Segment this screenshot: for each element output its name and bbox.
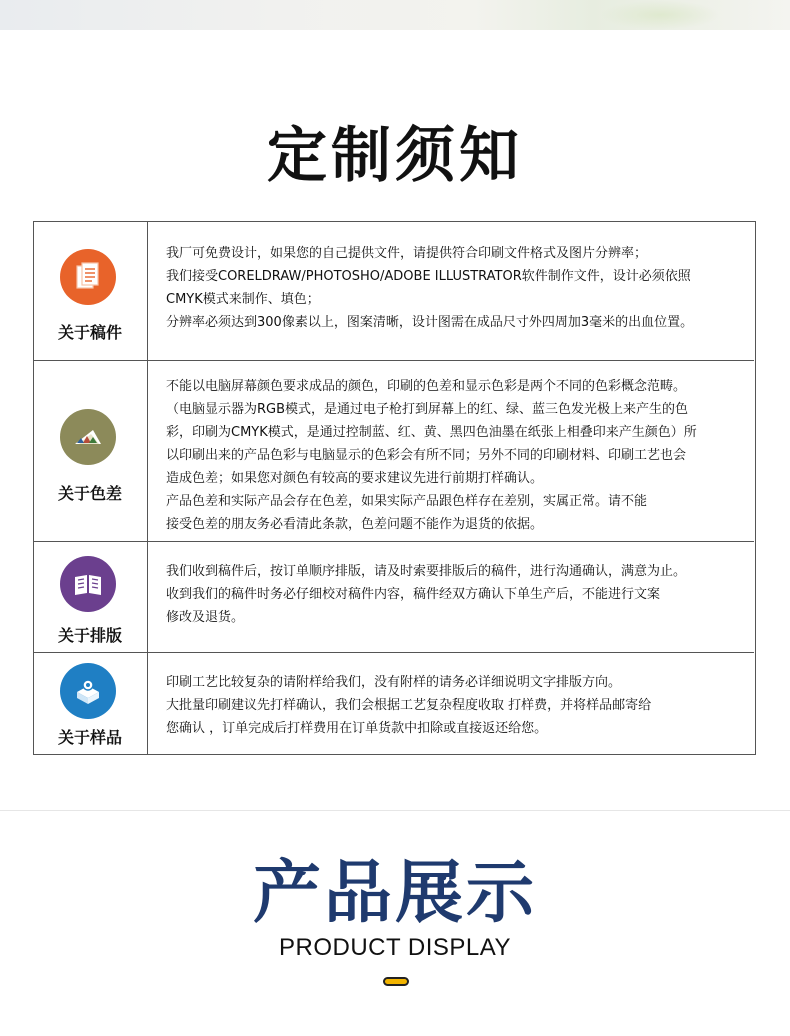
color-swatch-icon: [60, 409, 116, 465]
content-line: 以印刷出来的产品色彩与电脑显示的色彩会有所不同；另外不同的印刷材料、印刷工艺也会: [166, 448, 687, 463]
notice-row-sample: [34, 653, 754, 754]
content-line: 分辨率必须达到300像素以上，图案清晰，设计图需在成品尺寸外四周加3毫米的出血位置。: [166, 315, 694, 330]
row-label: 关于样品: [57, 728, 122, 747]
row-content: [166, 242, 748, 334]
content-line: （电脑显示器为RGB模式，是通过电子枪打到屏幕上的红、绿、蓝三色发光极上来产生的色: [166, 402, 689, 417]
product-display-subtitle: PRODUCT DISPLAY: [279, 934, 511, 961]
content-line: 我们收到稿件后，按订单顺序排版，请及时索要排版后的稿件，进行沟通确认，满意为止。: [166, 564, 687, 579]
content-line: 接受色差的朋友务必看清此条款，色差问题不能作为退货的依据。: [166, 517, 544, 532]
notice-title: 定制须知: [267, 121, 523, 191]
top-banner-image: [0, 0, 790, 30]
content-line: 大批量印刷建议先打样确认，我们会根据工艺复杂程度收取 打样费，并将样品邮寄给: [166, 698, 652, 713]
notice-row-layout: [34, 542, 754, 653]
product-display-title: 产品展示: [252, 854, 537, 933]
row-content: [166, 375, 748, 536]
sample-box-icon: [60, 663, 116, 719]
row-label: 关于排版: [57, 626, 122, 645]
row-content: [166, 560, 748, 629]
content-line: 我厂可免费设计，如果您的自己提供文件，请提供符合印刷文件格式及图片分辨率；: [166, 246, 648, 261]
accent-pill: [383, 977, 409, 986]
content-line: 收到我们的稿件时务必仔细校对稿件内容，稿件经双方确认下单生产后，不能进行文案: [166, 587, 661, 602]
content-line: 修改及退货。: [166, 610, 245, 625]
row-header: [34, 542, 148, 652]
content-line: 产品色差和实际产品会存在色差，如果实际产品跟色样存在差别，实属正常。请不能: [166, 494, 648, 509]
content-line: 不能以电脑屏幕颜色要求成品的颜色，印刷的色差和显示色彩是两个不同的色彩概念范畴。: [166, 379, 687, 394]
content-line: 我们接受CORELDRAW/PHOTOSHO/ADOBE ILLUSTRATOR软件制作文件，设计必须依照: [166, 269, 691, 284]
content-line: 造成色差；如果您对颜色有较高的要求建议先进行前期打样确认。: [166, 471, 544, 486]
row-header: [34, 653, 148, 754]
notice-row-color-difference: [34, 361, 754, 542]
content-line: 彩，印刷为CMYK模式，是通过控制蓝、红、黄、黑四色油墨在纸张上相叠印来产生颜色）所: [166, 425, 697, 440]
row-label: 关于色差: [57, 484, 122, 503]
section-divider: [0, 810, 790, 811]
row-content: [166, 671, 748, 740]
document-icon: [60, 249, 116, 305]
row-label: 关于稿件: [57, 323, 122, 342]
row-header: [34, 222, 148, 360]
notice-row-manuscript: [34, 222, 754, 361]
notice-table: [33, 221, 756, 755]
content-line: CMYK模式来制作、填色；: [166, 292, 320, 307]
row-header: [34, 361, 148, 541]
open-book-icon: [60, 556, 116, 612]
content-line: 您确认 ，订单完成后打样费用在订单货款中扣除或直接返还给您。: [166, 721, 548, 736]
content-line: 印刷工艺比较复杂的请附样给我们，没有附样的请务必详细说明文字排版方向。: [166, 675, 622, 690]
